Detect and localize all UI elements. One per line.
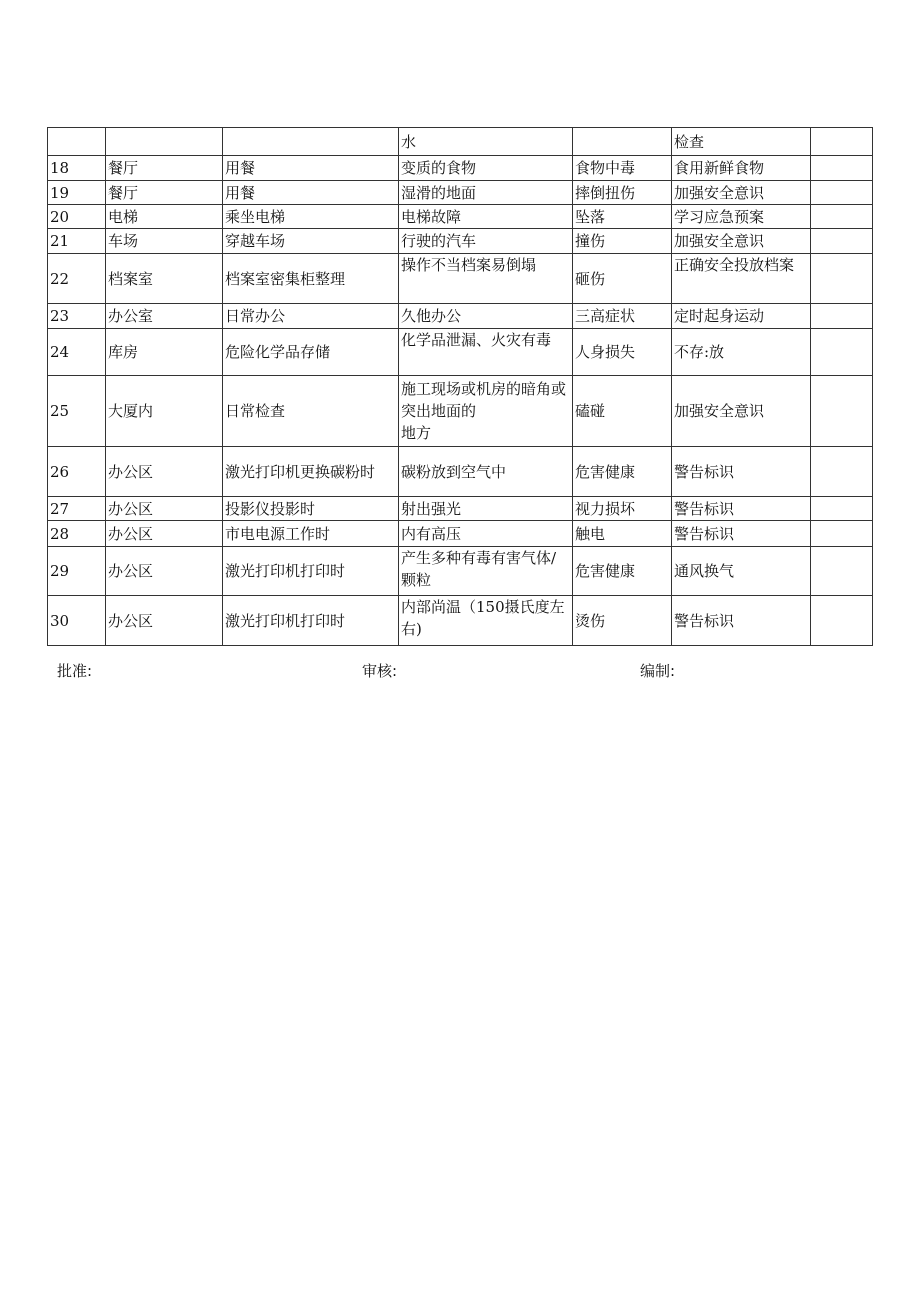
cell-measure: 警告标识: [672, 596, 811, 646]
cell-extra: [811, 229, 873, 254]
cell-hazard: 行驶的汽车: [399, 229, 573, 254]
cell-hazard: 射出强光: [399, 497, 573, 521]
cell-measure: 警告标识: [672, 497, 811, 521]
cell-measure: 不存:放: [672, 329, 811, 376]
cell-place: 办公室: [106, 304, 223, 329]
table-row: [48, 205, 873, 229]
cell-hazard: 施工现场或机房的暗角或突出地面的 地方: [399, 376, 573, 447]
cell-no: 20: [48, 205, 106, 229]
cell-hazard: 久他办公: [399, 304, 573, 329]
cell-measure: 正确安全投放档案: [672, 254, 811, 304]
cell-measure: 定时起身运动: [672, 304, 811, 329]
cell-risk: 砸伤: [573, 254, 672, 304]
cell-extra: [811, 156, 873, 181]
cell-hazard: 电梯故障: [399, 205, 573, 229]
cell-hazard: 内有高压: [399, 521, 573, 547]
table-row: [48, 229, 873, 254]
cell-activity: 危险化学品存储: [223, 329, 399, 376]
cell-no: 25: [48, 376, 106, 447]
cell-no: 23: [48, 304, 106, 329]
cell-no: 26: [48, 447, 106, 497]
cell-activity: 用餐: [223, 156, 399, 181]
cell-place: 餐厅: [106, 156, 223, 181]
cell-extra: [811, 329, 873, 376]
cell-risk: 触电: [573, 521, 672, 547]
table-row: [48, 181, 873, 205]
cell-risk: 烫伤: [573, 596, 672, 646]
cell-risk: 人身损失: [573, 329, 672, 376]
cell-no: 29: [48, 547, 106, 596]
cell-no: 28: [48, 521, 106, 547]
cell-no: 22: [48, 254, 106, 304]
cell-activity: 日常检查: [223, 376, 399, 447]
cell-no: 21: [48, 229, 106, 254]
cell-extra: [811, 254, 873, 304]
cell-measure: 警告标识: [672, 447, 811, 497]
cell-extra: [811, 521, 873, 547]
cell-risk: 危害健康: [573, 447, 672, 497]
cell-hazard: 产生多种有毒有害气体/颗粒: [399, 547, 573, 596]
cell-measure: 加强安全意识: [672, 376, 811, 447]
cell-place: 办公区: [106, 447, 223, 497]
cell-risk: 食物中毒: [573, 156, 672, 181]
cell-extra: [811, 547, 873, 596]
cell-activity: 乘坐电梯: [223, 205, 399, 229]
cell-place: 库房: [106, 329, 223, 376]
header-cell: 水: [399, 128, 573, 156]
table-row: [48, 156, 873, 181]
approve-label: 批准:: [57, 662, 93, 680]
risk-assessment-table: [47, 127, 873, 646]
cell-measure: 加强安全意识: [672, 229, 811, 254]
cell-place: 办公区: [106, 547, 223, 596]
cell-risk: 坠落: [573, 205, 672, 229]
table-header-row: [48, 128, 873, 156]
cell-activity: 激光打印机打印时: [223, 596, 399, 646]
cell-hazard: 内部尚温（150摄氏度左右): [399, 596, 573, 646]
table-row: [48, 304, 873, 329]
review-label: 审核:: [362, 662, 398, 680]
cell-measure: 警告标识: [672, 521, 811, 547]
cell-extra: [811, 447, 873, 497]
cell-measure: 学习应急预案: [672, 205, 811, 229]
table-row: [48, 329, 873, 376]
table-row: [48, 547, 873, 596]
cell-extra: [811, 596, 873, 646]
cell-no: 30: [48, 596, 106, 646]
signature-footer: [0, 660, 920, 682]
table-row: [48, 447, 873, 497]
cell-hazard: 碳粉放到空气中: [399, 447, 573, 497]
cell-risk: 视力损坏: [573, 497, 672, 521]
cell-place: 电梯: [106, 205, 223, 229]
cell-risk: 三高症状: [573, 304, 672, 329]
cell-risk: 磕碰: [573, 376, 672, 447]
table-row: [48, 521, 873, 547]
cell-extra: [811, 205, 873, 229]
cell-extra: [811, 376, 873, 447]
cell-place: 办公区: [106, 596, 223, 646]
cell-no: 24: [48, 329, 106, 376]
cell-activity: 激光打印机更换碳粉时: [223, 447, 399, 497]
cell-extra: [811, 304, 873, 329]
table-row: [48, 254, 873, 304]
cell-place: 办公区: [106, 497, 223, 521]
cell-measure: 通风换气: [672, 547, 811, 596]
cell-measure: 加强安全意识: [672, 181, 811, 205]
cell-place: 大厦内: [106, 376, 223, 447]
cell-risk: 撞伤: [573, 229, 672, 254]
table-row: [48, 376, 873, 447]
header-cell: [573, 128, 672, 156]
cell-place: 办公区: [106, 521, 223, 547]
cell-activity: 激光打印机打印时: [223, 547, 399, 596]
cell-activity: 投影仪投影时: [223, 497, 399, 521]
header-cell: 检查: [672, 128, 811, 156]
header-cell: [811, 128, 873, 156]
cell-extra: [811, 497, 873, 521]
cell-place: 车场: [106, 229, 223, 254]
cell-activity: 穿越车场: [223, 229, 399, 254]
cell-activity: 日常办公: [223, 304, 399, 329]
cell-hazard: 变质的食物: [399, 156, 573, 181]
header-cell: [106, 128, 223, 156]
cell-no: 19: [48, 181, 106, 205]
cell-risk: 摔倒扭伤: [573, 181, 672, 205]
header-cell: [223, 128, 399, 156]
cell-hazard: 湿滑的地面: [399, 181, 573, 205]
cell-activity: 市电电源工作时: [223, 521, 399, 547]
table-row: [48, 497, 873, 521]
cell-no: 27: [48, 497, 106, 521]
table-row: [48, 596, 873, 646]
cell-hazard: 操作不当档案易倒塌: [399, 254, 573, 304]
prepare-label: 编制:: [640, 662, 676, 680]
cell-no: 18: [48, 156, 106, 181]
cell-place: 餐厅: [106, 181, 223, 205]
cell-measure: 食用新鲜食物: [672, 156, 811, 181]
cell-activity: 档案室密集柜整理: [223, 254, 399, 304]
cell-hazard: 化学品泄漏、火灾有毒: [399, 329, 573, 376]
cell-extra: [811, 181, 873, 205]
cell-risk: 危害健康: [573, 547, 672, 596]
cell-activity: 用餐: [223, 181, 399, 205]
header-cell: [48, 128, 106, 156]
cell-place: 档案室: [106, 254, 223, 304]
